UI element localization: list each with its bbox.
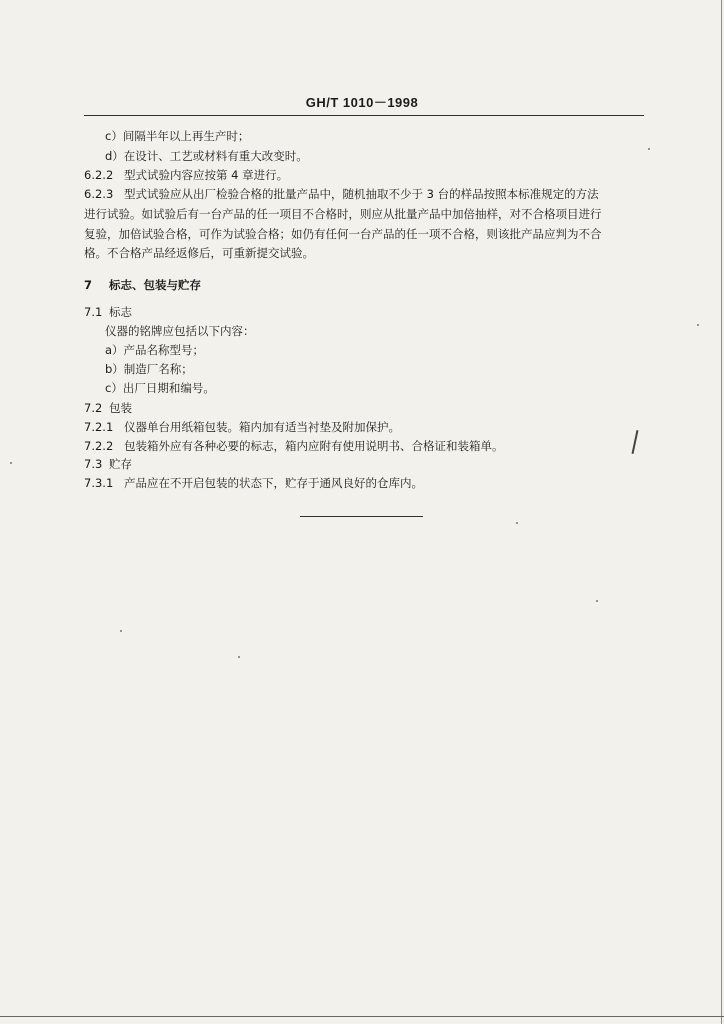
scan-speck: [238, 656, 240, 658]
clause-number: 6.2.2: [84, 168, 114, 182]
chapter-number: 7: [84, 278, 93, 292]
list-item-d: d）在设计、工艺或材料有重大改变时。: [105, 149, 308, 163]
scan-speck: [596, 600, 598, 602]
scan-speck: [648, 148, 650, 150]
section-number: 7.2: [84, 401, 103, 415]
clause-7-3-1: [84, 475, 423, 491]
header-rule: [84, 115, 644, 116]
section-title: 贮存: [109, 457, 132, 471]
clause-text: 仪器单台用纸箱包装。箱内加有适当衬垫及附加保护。: [124, 420, 400, 434]
section-7-1-intro: 仪器的铭牌应包括以下内容：: [105, 324, 255, 338]
section-title: 标志: [109, 305, 132, 319]
list-item-b: b）制造厂名称；: [105, 362, 193, 376]
clause-6-2-3: [84, 186, 599, 202]
clause-7-2-1: [84, 419, 400, 435]
section-7-1-heading: [84, 304, 132, 320]
clause-6-2-3-line-4: 格。不合格产品经返修后，可重新提交试验。: [84, 246, 314, 260]
clause-text: 型式试验应从出厂检验合格的批量产品中，随机抽取不少于 3 台的样品按照本标准规定的方法: [124, 187, 599, 201]
clause-number: 7.3.1: [84, 476, 114, 490]
clause-6-2-3-line-2: 进行试验。如试验后有一台产品的任一项目不合格时，则应从批量产品中加倍抽样，对不合格项目进行: [84, 207, 602, 221]
clause-text: 产品应在不开启包装的状态下，贮存于通风良好的仓库内。: [124, 476, 423, 490]
section-7-3-heading: [84, 456, 132, 472]
clause-6-2-2: [84, 167, 288, 183]
clause-number: 7.2.1: [84, 420, 114, 434]
section-title: 包装: [109, 401, 132, 415]
list-item-c-date: c）出厂日期和编号。: [105, 381, 215, 395]
clause-text: 型式试验内容应按第 4 章进行。: [124, 168, 289, 182]
clause-number: 7.2.2: [84, 439, 114, 453]
page-right-edge: [721, 0, 722, 1024]
list-item-c: c）间隔半年以上再生产时；: [105, 129, 250, 143]
clause-6-2-3-line-3: 复验，加倍试验合格，可作为试验合格；如仍有任何一台产品的任一项不合格，则该批产品应判为不合: [84, 227, 602, 241]
scan-speck: [10, 462, 12, 464]
section-number: 7.1: [84, 305, 103, 319]
end-of-standard-rule: [300, 516, 423, 517]
section-7-2-heading: [84, 400, 132, 416]
scan-speck: [697, 324, 699, 326]
scan-speck: [516, 522, 518, 524]
page-bottom-edge: [0, 1016, 724, 1017]
scan-pen-mark: [632, 430, 639, 454]
section-number: 7.3: [84, 457, 103, 471]
list-item-a: a）产品名称型号；: [105, 343, 205, 357]
clause-text: 包装箱外应有各种必要的标志，箱内应附有使用说明书、合格证和装箱单。: [124, 439, 504, 453]
clause-number: 6.2.3: [84, 187, 114, 201]
scan-speck: [120, 630, 122, 632]
chapter-7-heading: [84, 277, 201, 293]
clause-7-2-2: [84, 438, 504, 454]
standard-code-header: GH/T 1010－1998: [305, 95, 419, 110]
chapter-title: 标志、包装与贮存: [109, 278, 201, 292]
